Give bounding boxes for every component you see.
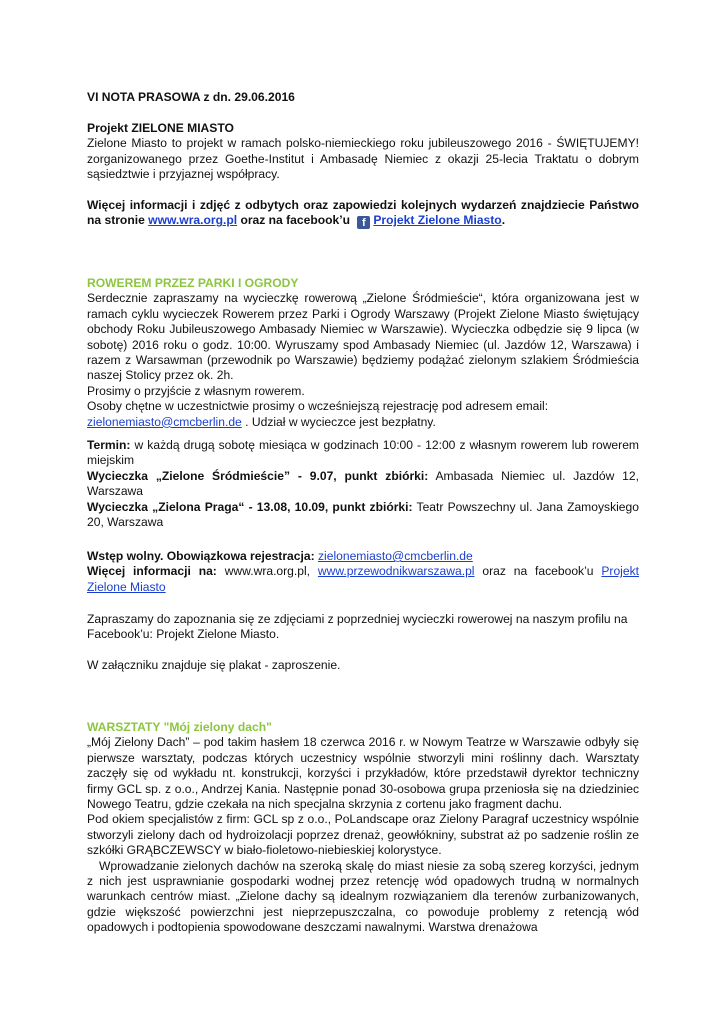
photos-paragraph: Zapraszamy do zapoznania się ze zdjęciami z poprzedniej wycieczki rowerowej na naszym profilu na Facebook’u: Projekt Zielone Miasto.: [87, 612, 628, 642]
website-link[interactable]: www.wra.org.pl: [148, 213, 238, 228]
entry-line: Wstęp wolny. Obowiązkowa rejestracja: zielonemiasto@cmcberlin.de: [87, 549, 473, 563]
bike-schedule: [87, 438, 639, 530]
project-intro: Zielone Miasto to projekt w ramach polsko-niemieckiego roku jubileuszowego 2016 - ŚWIĘTUJEMY! zorganizowanego przez Goethe-Institut i Ambasadę Niemiec z okazji 25-lecia Traktatu o dobrym sąsiedztwie i przyjaznej współpracy.: [87, 136, 639, 182]
press-note-title: VI NOTA PRASOWA z dn. 29.06.2016: [87, 90, 295, 104]
facebook-project-link[interactable]: Projekt Zielone Miasto: [87, 564, 639, 594]
registration-info: [87, 549, 639, 595]
bike-paragraph-2: Prosimy o przyjście z własnym rowerem.: [87, 383, 305, 398]
more-info-paragraph: Więcej informacji i zdjęć z odbytych oraz zapowiedzi kolejnych wydarzeń znajdziecie Państwo na stronie www.wra.org.pl oraz na facebook’u f Projekt Zielone Miasto.: [87, 198, 639, 230]
project-section: [87, 121, 639, 183]
guide-website-link[interactable]: www.przewodnikwarszawa.pl: [317, 564, 475, 579]
registration-email-link[interactable]: zielonemiasto@cmcberlin.de: [317, 549, 473, 563]
info-line: Więcej informacji na: www.wra.org.pl, www.przewodnikwarszawa.pl oraz na facebook’u Projekt Zielone Miasto: [87, 564, 639, 594]
bike-paragraph-3: Osoby chętne w uczestnictwie prosimy o wcześniejszą rejestrację pod adresem email:: [87, 399, 549, 414]
email-link[interactable]: zielonemiasto@cmcberlin.de: [87, 414, 242, 429]
workshop-paragraph-3: Wprowadzanie zielonych dachów na szeroką skalę do miast niesie za sobą szereg korzyści, jednym z nich jest usprawnianie gospodarki wodnej przez retencję wód opadowych trudną w normalnych warunkach centrów miast. „Zielone dachy są idealnym rozwiązaniem dla terenów zurbanizowanych, gdzie większość powierzchni jest nieprzepuszczalna, co powoduje problemy z retencją wód opadowych i podtopienia spowodowane deszczami nawalnymi. Warstwa drenażowa: [87, 858, 639, 935]
attachment-note: W załączniku znajduje się plakat - zaproszenie.: [87, 658, 341, 672]
workshop-paragraph-2: Pod okiem specjalistów z firm: GCL sp z o.o., PoLandscape oraz Zielony Paragraf uczestnicy wspólnie stworzyli zielony dach od hydroizolacji poprzez drenaż, geowłókniny, substrat aż po sadzenie roślin ze szkółki GRĄBCZEWSCY w biało-fioletowo-niebieskiej kolorystyce.: [87, 812, 639, 858]
project-title: Projekt ZIELONE MIASTO: [87, 121, 234, 135]
workshop-heading: WARSZTATY "Mój zielony dach": [87, 720, 272, 734]
trip-2-line: Wycieczka „Zielona Praga“ - 13.08, 10.09, punkt zbiórki: Teatr Powszechny ul. Jana Zamoyskiego 20, Warszawa: [87, 499, 639, 530]
facebook-icon: f: [357, 216, 370, 229]
termin-line: Termin: w każdą drugą sobotę miesiąca w godzinach 10:00 - 12:00 z własnym rowerem lub rowerem miejskim: [87, 438, 639, 468]
workshop-paragraph-1: „Mój Zielony Dach” – pod takim hasłem 18 czerwca 2016 r. w Nowym Teatrze w Warszawie odbyły się pierwsze warsztaty, podczas których uczestnicy wspólnie stworzyli mini roślinny dach. Warsztaty zaczęły się od wykładu nt. konstrukcji, korzyści i przykładów, które przedstawił dyrektor techniczny firmy GCL sp. z o.o., Andrzej Kania. Następnie ponad 30-osobowa grupa przeniosła się na dziedziniec Nowego Teatru, gdzie czekała na nich specjalna skrzynia z cortenu jako fragment dachu.: [87, 735, 639, 812]
bike-section: ROWEREM PRZEZ PARKI I OGRODY Serdecznie zapraszamy na wycieczkę rowerową „Zielone Śródmieście“, która organizowana jest w ramach cyklu wycieczek Rowerem przez Parki i Ogrody Warszawy (Projekt Zielone Miasto świętujący obchody Roku Jubileuszowego Ambasady Niemiec w Warszawie). Wycieczka odbędzie się 9 lipca (w sobotę) 2016 roku o godz. 10:00. Wyruszamy spod Ambasady Niemiec (ul. Jazdów 12, Warszawa) i razem z Warsawman (przewodnik po Warszawie) będziemy podążać zielonym szlakiem Śródmieścia naszej Stolicy przez ok. 2h. Prosimy o przyjście z własnym rowerem. Osoby chętne w uczestnictwie prosimy o wcześniejszą rejestrację pod adresem email: zielonemiasto@cmcberlin.de . Udział w wycieczce jest bezpłatny.: [87, 276, 639, 429]
workshop-section: [87, 720, 639, 936]
trip-1-line: Wycieczka „Zielone Śródmieście” - 9.07, punkt zbiórki: Ambasada Niemiec ul. Jazdów 12, Warszawa: [87, 468, 639, 499]
bike-paragraph-1: Serdecznie zapraszamy na wycieczkę rowerową „Zielone Śródmieście“, która organizowana jest w ramach cyklu wycieczek Rowerem przez Parki i Ogrody Warszawy (Projekt Zielone Miasto świętujący obchody Roku Jubileuszowego Ambasady Niemiec w Warszawie). Wycieczka odbędzie się 9 lipca (w sobotę) 2016 roku o godz. 10:00. Wyruszamy spod Ambasady Niemiec (ul. Jazdów 12, Warszawa) i razem z Warsawman (przewodnik po Warszawie) będziemy podążać zielonym szlakiem Śródmieścia naszej Stolicy przez ok. 2h.: [87, 291, 639, 383]
facebook-page-link[interactable]: Projekt Zielone Miasto: [373, 213, 502, 228]
bike-heading: ROWEREM PRZEZ PARKI I OGRODY: [87, 276, 299, 290]
